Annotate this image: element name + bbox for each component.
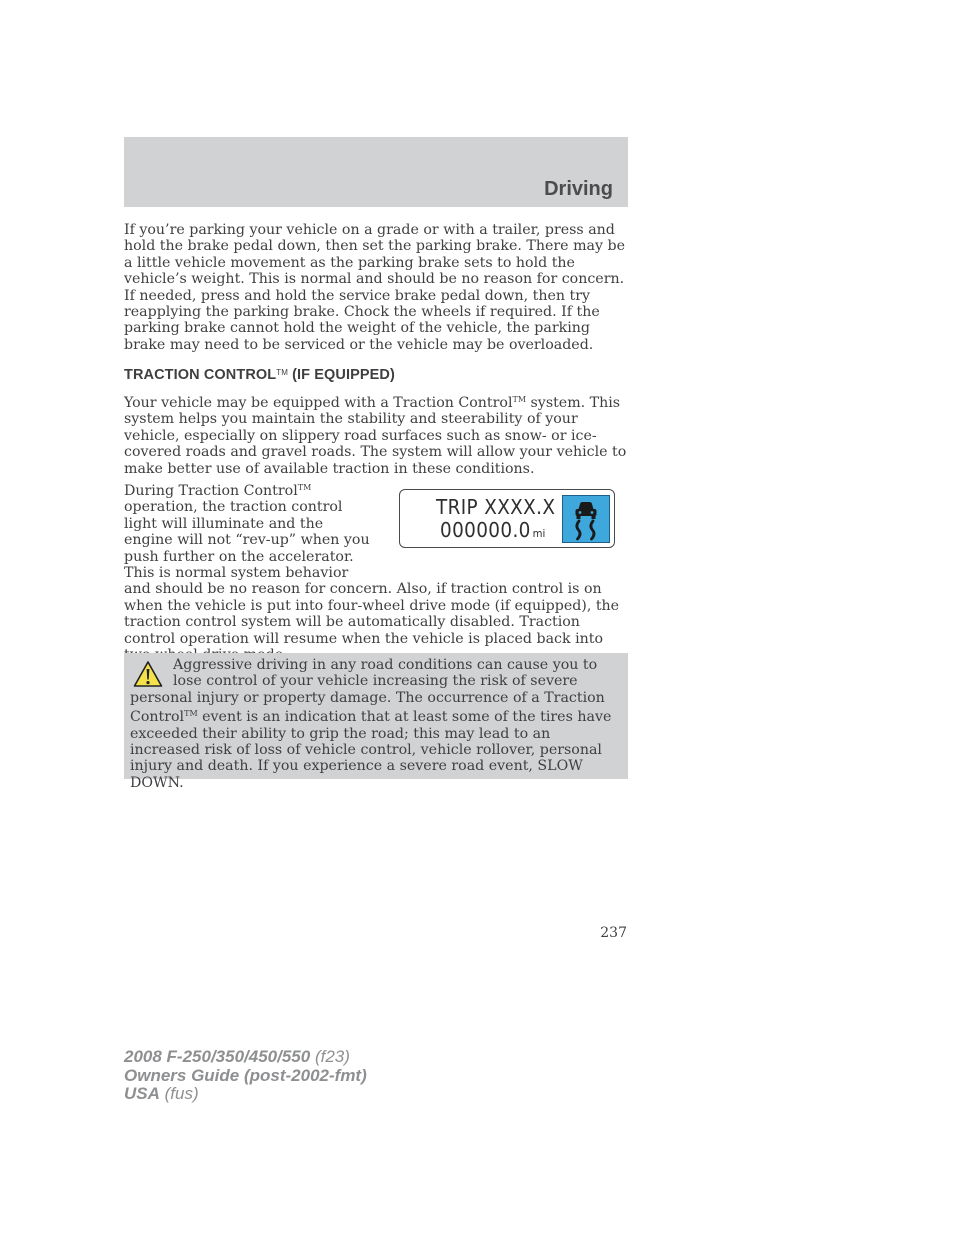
odometer-readout <box>440 518 545 542</box>
heading-text: TRACTION CONTROL <box>124 367 277 383</box>
footer-model: 2008 F-250/350/450/550 <box>124 1047 311 1066</box>
footer-market-line <box>124 1085 367 1104</box>
footer-market: USA <box>124 1084 160 1103</box>
footer-model-code: (f23) <box>310 1047 350 1066</box>
warning-box <box>124 653 628 791</box>
trademark-mark: TM <box>297 483 312 492</box>
parking-paragraph: If you’re parking your vehicle on a grade or with a trailer, press and hold the brake pedal down, then set the parking brake. There may be a little vehicle movement as the parking brake sets to hold the vehicle’s weight. This is normal and should be no reason for concern. If needed, press and hold the service brake pedal down, then try reapplying the parking brake. Chock the wheels if required. If the parking brake cannot hold the weight of the vehicle, the parking brake may need to be serviced or the vehicle may be overloaded. <box>124 222 626 353</box>
operation-text-b: operation, the traction control light will illuminate and the engine will not “rev-up” when you push further on the accelerator. This is normal system behavior and should be no reason for concern. Also, if traction control is on when the vehicle is put into four-wheel drive mode (if equipped), the traction control system will be automatically disabled. Traction control operation will resume when the vehicle is placed back into <box>124 499 620 647</box>
operation-text-a: During Traction Control <box>124 483 298 499</box>
section-header-band <box>124 137 628 207</box>
section-title: Driving <box>544 178 613 200</box>
trip-readout: TRIP XXXX.X <box>436 495 556 519</box>
traction-control-light-icon <box>562 495 610 543</box>
intro-text-b: system. This system helps you maintain the stability and steerability of your vehicle, especially on slippery road surfaces such as snow- or ice-covered roads and gravel roads. The system will allow your vehicle to make better use of available traction in these conditions. <box>124 395 627 477</box>
document-footer <box>124 1048 367 1104</box>
footer-guide-line: Owners Guide (post-2002-fmt) <box>124 1065 367 1085</box>
trademark-mark: TM <box>184 709 198 719</box>
intro-text-a: Your vehicle may be equipped with a Traction Control <box>124 395 513 411</box>
warning-text-b: event is an indication that at least some of the tires have exceeded their ability to grip the road; this may lead to an increased risk of loss of vehicle control, vehicle rollover, personal injury and death. If you experience a severe road event, SLOW DOWN. <box>130 709 612 791</box>
footer-market-code: (fus) <box>159 1084 199 1103</box>
warning-text-a: Aggressive driving in any road conditions can cause you to lose control of your vehicle increasing the risk of severe personal injury or property damage. The occurrence of a Traction Control <box>130 657 605 726</box>
heading-suffix: (IF EQUIPPED) <box>288 367 395 383</box>
odometer-value: 000000.0 <box>440 518 531 542</box>
trademark-mark: TM <box>276 368 288 377</box>
footer-model-line <box>124 1048 367 1067</box>
traction-control-heading <box>124 367 395 383</box>
warning-text <box>130 657 616 791</box>
traction-control-intro <box>124 392 630 477</box>
page-number: 237 <box>600 925 627 941</box>
instrument-cluster-display <box>399 489 615 548</box>
trademark-mark: TM <box>512 395 527 404</box>
odometer-unit: mi <box>532 527 546 540</box>
